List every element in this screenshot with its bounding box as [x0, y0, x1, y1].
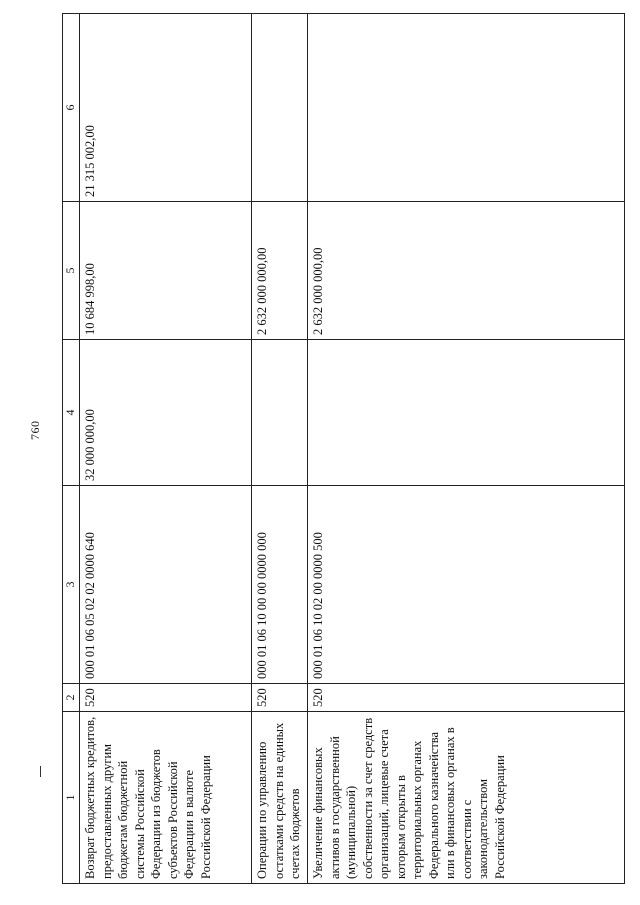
row-name: Увеличение финансовых активов в государственной (муниципальной) собственности за счет средств организаций, лицевые счета которым открыты в территориальных органах Федерального казначейства или в финансовых органах в соответствии с законодательством Российской Федерации: [308, 712, 625, 884]
row-col4: [252, 340, 308, 486]
row-kbk: 000 01 06 05 02 02 0000 640: [80, 486, 252, 684]
table-row: [308, 14, 625, 884]
header-row: [63, 14, 80, 884]
page-number: 760: [28, 420, 42, 440]
table-row: [80, 14, 252, 884]
row-kbk: 000 01 06 10 00 00 0000 000: [252, 486, 308, 684]
row-col5: 10 684 998,00: [80, 202, 252, 340]
rotated-table-container: [62, 14, 625, 884]
row-col6: [308, 14, 625, 202]
row-col4: [308, 340, 625, 486]
header-col-4: 4: [63, 340, 80, 486]
header-col-5: 5: [63, 202, 80, 340]
row-name: Операции по управлению остатками средств на единых счетах бюджетов: [252, 712, 308, 884]
header-col-2: 2: [63, 684, 80, 712]
row-code: 520: [308, 684, 625, 712]
row-col5: 2 632 000 000,00: [252, 202, 308, 340]
row-name: Возврат бюджетных кредитов, предоставленных другим бюджетам бюджетной системы Российской Федерации из бюджетов субъектов Российской Федерации в валюте Российской Федерации: [80, 712, 252, 884]
row-code: 520: [252, 684, 308, 712]
header-col-3: 3: [63, 486, 80, 684]
header-col-1: 1: [63, 712, 80, 884]
row-kbk: 000 01 06 10 02 00 0000 500: [308, 486, 625, 684]
budget-table: [62, 13, 625, 884]
header-col-6: 6: [63, 14, 80, 202]
row-col4: 32 000 000,00: [80, 340, 252, 486]
table-row: [252, 14, 308, 884]
margin-mark: [40, 766, 41, 777]
row-col6: [252, 14, 308, 202]
row-code: 520: [80, 684, 252, 712]
row-col5: 2 632 000 000,00: [308, 202, 625, 340]
row-col6: 21 315 002,00: [80, 14, 252, 202]
